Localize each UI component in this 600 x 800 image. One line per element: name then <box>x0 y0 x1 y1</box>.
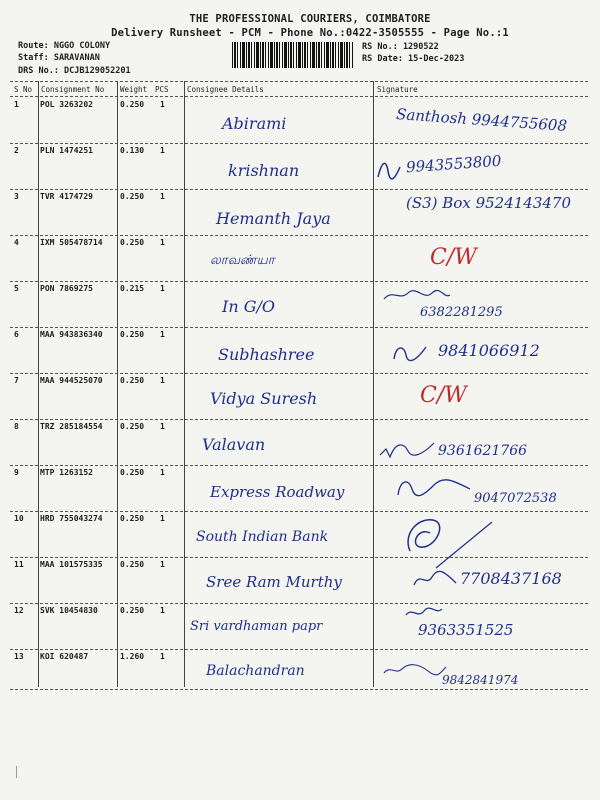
row-sno: 10 <box>14 514 24 523</box>
row-pcs: 1 <box>160 514 165 523</box>
drs-number: DRS No.: DCJB129052201 <box>18 66 131 76</box>
table-bottom-rule <box>10 689 588 690</box>
row-signature-handwritten: 9842841974 <box>442 673 519 687</box>
route-label: Route: NGGO COLONY <box>18 41 111 51</box>
table-row <box>10 373 588 419</box>
signature-scribble <box>382 661 448 679</box>
row-signature-handwritten: 9841066912 <box>438 341 540 360</box>
header-sno: S No <box>14 85 33 94</box>
table-row <box>10 465 588 511</box>
barcode <box>232 42 354 68</box>
row-sno: 3 <box>14 192 19 201</box>
row-consignee-handwritten: Valavan <box>202 435 266 454</box>
row-sno: 4 <box>14 238 19 247</box>
table-row <box>10 235 588 281</box>
table-row <box>10 649 588 691</box>
row-sno: 9 <box>14 468 19 477</box>
row-weight: 0.250 <box>120 330 145 339</box>
row-consignment: SVK 10454830 <box>40 606 98 615</box>
row-sno: 5 <box>14 284 19 293</box>
table-row <box>10 557 588 603</box>
row-pcs: 1 <box>160 606 165 615</box>
document-title: THE PROFESSIONAL COURIERS, COIMBATORE <box>189 13 431 25</box>
row-signature-handwritten: 9361621766 <box>438 443 528 459</box>
row-pcs: 1 <box>160 146 165 155</box>
table-row <box>10 281 588 327</box>
table-row <box>10 419 588 465</box>
signature-scribble <box>410 567 460 593</box>
row-consignee-handwritten: லாவண்யா <box>210 253 275 268</box>
signature-scribble <box>382 287 452 305</box>
row-pcs: 1 <box>160 376 165 385</box>
row-consignment: MTP 1263152 <box>40 468 93 477</box>
row-sno: 2 <box>14 146 19 155</box>
row-weight: 0.250 <box>120 560 145 569</box>
staff-label: Staff: SARAVANAN <box>18 53 100 63</box>
row-consignment: MAA 943836340 <box>40 330 103 339</box>
row-sno: 13 <box>14 652 24 661</box>
header-signature: Signature <box>377 85 418 94</box>
row-weight: 0.130 <box>120 146 145 155</box>
table-row <box>10 603 588 649</box>
row-weight: 0.250 <box>120 376 145 385</box>
signature-scribble <box>404 605 444 621</box>
row-consignee-handwritten: Vidya Suresh <box>210 389 318 408</box>
document-subtitle: Delivery Runsheet - PCM - Phone No.:0422-3505555 - Page No.:1 <box>111 27 509 39</box>
header-pcs: PCS <box>155 85 169 94</box>
row-consignee-handwritten: Balachandran <box>206 663 305 679</box>
row-consignee-handwritten: Subhashree <box>218 345 315 364</box>
row-consignment: KOI 620487 <box>40 652 89 661</box>
scan-mark <box>16 766 17 778</box>
row-signature-handwritten: C/W <box>430 245 477 270</box>
row-pcs: 1 <box>160 192 165 201</box>
row-weight: 0.250 <box>120 100 145 109</box>
table-row <box>10 97 588 143</box>
row-weight: 0.250 <box>120 606 145 615</box>
row-weight: 0.250 <box>120 238 145 247</box>
row-consignment: POL 3263202 <box>40 100 93 109</box>
row-consignee-handwritten: Sree Ram Murthy <box>206 573 342 591</box>
row-consignment: HRD 755043274 <box>40 514 103 523</box>
row-pcs: 1 <box>160 238 165 247</box>
row-weight: 0.250 <box>120 192 145 201</box>
row-weight: 1.260 <box>120 652 145 661</box>
row-signature-handwritten: 6382281295 <box>420 305 503 320</box>
row-consignment: TRZ 285184554 <box>40 422 103 431</box>
header-top-rule <box>10 81 588 82</box>
row-consignee-handwritten: Hemanth Jaya <box>216 209 331 228</box>
rs-date: RS Date: 15-Dec-2023 <box>362 54 465 64</box>
table-row <box>10 511 588 557</box>
signature-scribble <box>378 439 438 461</box>
row-sno: 6 <box>14 330 19 339</box>
row-sno: 8 <box>14 422 19 431</box>
row-consignment: PLN 1474251 <box>40 146 93 155</box>
header-weight: Weight <box>120 85 148 94</box>
row-consignee-handwritten: krishnan <box>228 161 300 180</box>
row-signature-handwritten: 9047072538 <box>474 491 557 506</box>
row-consignee-handwritten: In G/O <box>222 297 275 316</box>
row-sno: 12 <box>14 606 24 615</box>
row-consignment: IXM 505478714 <box>40 238 103 247</box>
table-row <box>10 143 588 189</box>
header-consignment: Consignment No <box>41 85 105 94</box>
row-signature-handwritten: 7708437168 <box>460 569 562 588</box>
row-pcs: 1 <box>160 652 165 661</box>
row-consignee-handwritten: South Indian Bank <box>196 529 329 545</box>
row-consignee-handwritten: Abirami <box>222 114 287 133</box>
row-signature-handwritten: 9943553800 <box>405 151 502 177</box>
row-consignee-handwritten: Sri vardhaman papr <box>190 619 323 634</box>
row-pcs: 1 <box>160 560 165 569</box>
row-consignment: PON 7869275 <box>40 284 93 293</box>
row-pcs: 1 <box>160 468 165 477</box>
row-pcs: 1 <box>160 284 165 293</box>
row-consignment: MAA 101575335 <box>40 560 103 569</box>
table-row <box>10 327 588 373</box>
row-signature-handwritten: Santhosh 9944755608 <box>395 105 568 135</box>
signature-scribble <box>390 341 430 365</box>
row-consignee-handwritten: Express Roadway <box>210 483 345 501</box>
signature-scribble <box>374 157 404 183</box>
row-sno: 1 <box>14 100 19 109</box>
row-weight: 0.215 <box>120 284 145 293</box>
row-weight: 0.250 <box>120 468 145 477</box>
row-sno: 11 <box>14 560 24 569</box>
row-weight: 0.250 <box>120 514 145 523</box>
row-consignment: MAA 944525070 <box>40 376 103 385</box>
row-signature-handwritten: 9363351525 <box>418 621 514 639</box>
rs-number: RS No.: 1290522 <box>362 42 439 52</box>
row-consignment: TVR 4174729 <box>40 192 93 201</box>
row-weight: 0.250 <box>120 422 145 431</box>
row-pcs: 1 <box>160 422 165 431</box>
signature-scribble <box>394 475 474 501</box>
row-pcs: 1 <box>160 100 165 109</box>
row-signature-handwritten: (S3) Box 9524143470 <box>406 194 572 212</box>
row-pcs: 1 <box>160 330 165 339</box>
row-sno: 7 <box>14 376 19 385</box>
table-row <box>10 189 588 235</box>
header-consignee: Consignee Details <box>187 85 264 94</box>
row-signature-handwritten: C/W <box>420 383 467 408</box>
pen-stroke <box>434 520 494 570</box>
